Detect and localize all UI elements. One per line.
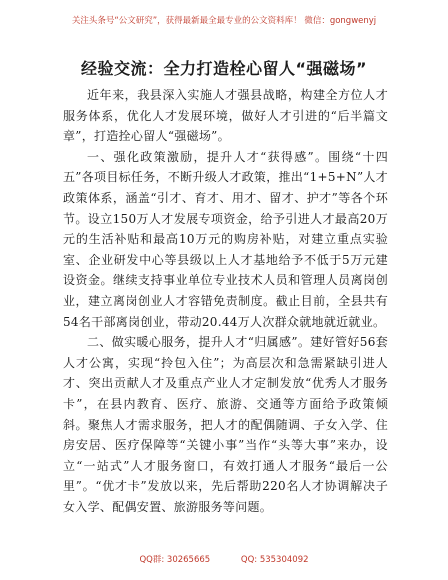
- header-promo-text: 关注头条号“公文研究”，获得最新最全最专业的公文资料库！ 微信：gongwenyj: [71, 16, 377, 26]
- document-body: [63, 85, 388, 517]
- page-title: 经验交流：全力打造栓心留人“强磁场”: [80, 59, 368, 78]
- footer-qq: QQ: 535304092: [240, 555, 309, 565]
- paragraph-section-one: 一、强化政策激励，提升人才“获得感”。围绕“十四五”各项目标任务，不断升级人才政策，推出“1+5+N”人才政策体系，涵盖“引才、育才、用才、留才、护才”等各个环节。设立150万人才发展专项资金，给予引进人才最高20万元的生活补贴和最高10万元的购房补贴，对建立重点实验室、企业研发中心等县级以上人才基地给予不低于5万元建设资金。继续支持事业单位专业技术人员和管理人员离岗创业，建立离岗创业人才容错免责制度。截止目前，全县共有54名干部离岗创业，带动20.44万人次群众就地就近就业。: [63, 149, 388, 329]
- paragraph-section-two: 二、做实暖心服务，提升人才“归属感”。建好管好56套人才公寓，实现“拎包入住”；为高层次和急需紧缺引进人才、突出贡献人才及重点产业人才定制发放“优秀人才服务卡”，在县内教育、医疗、旅游、交通等方面给予政策倾斜。聚焦人才需求服务，把人才的配偶随调、子女入学、住房安居、医疗保障等“关键小事”当作“头等大事”来办，设立“一站式”人才服务窗口，有效打通人才服务“最后一公里”。“优才卡”发放以来，先后帮助220名人才协调解决子女入学、配偶安置、旅游服务等问题。: [63, 335, 388, 514]
- paragraph-intro: 近年来，我县深入实施人才强县战略，构建全方位人才服务体系，优化人才发展环境，做好人才引进的“后半篇文章”，打造拴心留人“强磁场”。: [63, 88, 388, 144]
- footer: [0, 553, 448, 565]
- footer-qq-group: QQ群: 30265665: [139, 555, 211, 565]
